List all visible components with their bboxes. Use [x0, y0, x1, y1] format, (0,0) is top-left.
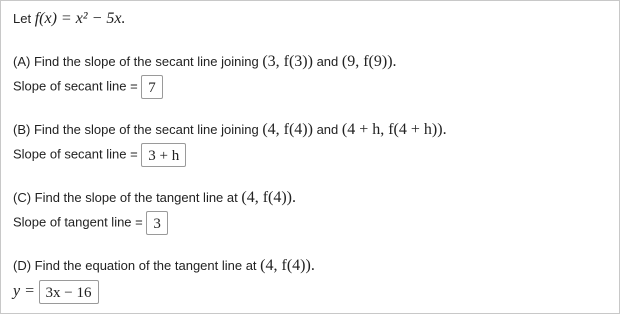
part-a-point-1: (3, f(3)) [262, 53, 313, 70]
part-c-answer-label: Slope of tangent line = [13, 214, 143, 230]
part-b-point-1: (4, f(4)) [262, 121, 313, 138]
part-b-prompt [13, 121, 447, 139]
problem-statement [13, 10, 125, 28]
part-a-answer-row [13, 75, 163, 99]
part-a-text: (A) Find the slope of the secant line joining [13, 54, 263, 69]
part-c-point: (4, f(4)). [241, 189, 296, 206]
let-text: Let [13, 11, 35, 26]
part-d-text: (D) Find the equation of the tangent line at [13, 258, 261, 273]
function-definition: f(x) = x² − 5x. [34, 10, 126, 27]
part-d-answer-row [13, 280, 99, 304]
part-b-text: (B) Find the slope of the secant line joining [13, 122, 263, 137]
part-d-answer-field[interactable]: 3x − 16 [39, 280, 99, 304]
part-d-prompt [13, 257, 315, 275]
part-b-answer-field[interactable]: 3 + h [141, 143, 186, 167]
part-b-answer-row [13, 143, 186, 167]
part-c-text: (C) Find the slope of the tangent line at [13, 190, 242, 205]
part-b-answer-label: Slope of secant line = [13, 146, 138, 162]
part-a-and: and [312, 54, 342, 69]
part-a-answer-label: Slope of secant line = [13, 78, 138, 94]
part-a-prompt [13, 53, 397, 71]
part-b-and: and [312, 122, 342, 137]
part-d-answer-label: y = [13, 282, 35, 300]
part-a-point-2: (9, f(9)). [341, 53, 397, 70]
part-d-point: (4, f(4)). [260, 257, 315, 274]
part-b-point-2: (4 + h, f(4 + h)). [341, 121, 447, 138]
part-c-prompt [13, 189, 296, 207]
part-c-answer-row [13, 211, 168, 235]
part-c-answer-field[interactable]: 3 [146, 211, 168, 235]
part-a-answer-field[interactable]: 7 [141, 75, 163, 99]
